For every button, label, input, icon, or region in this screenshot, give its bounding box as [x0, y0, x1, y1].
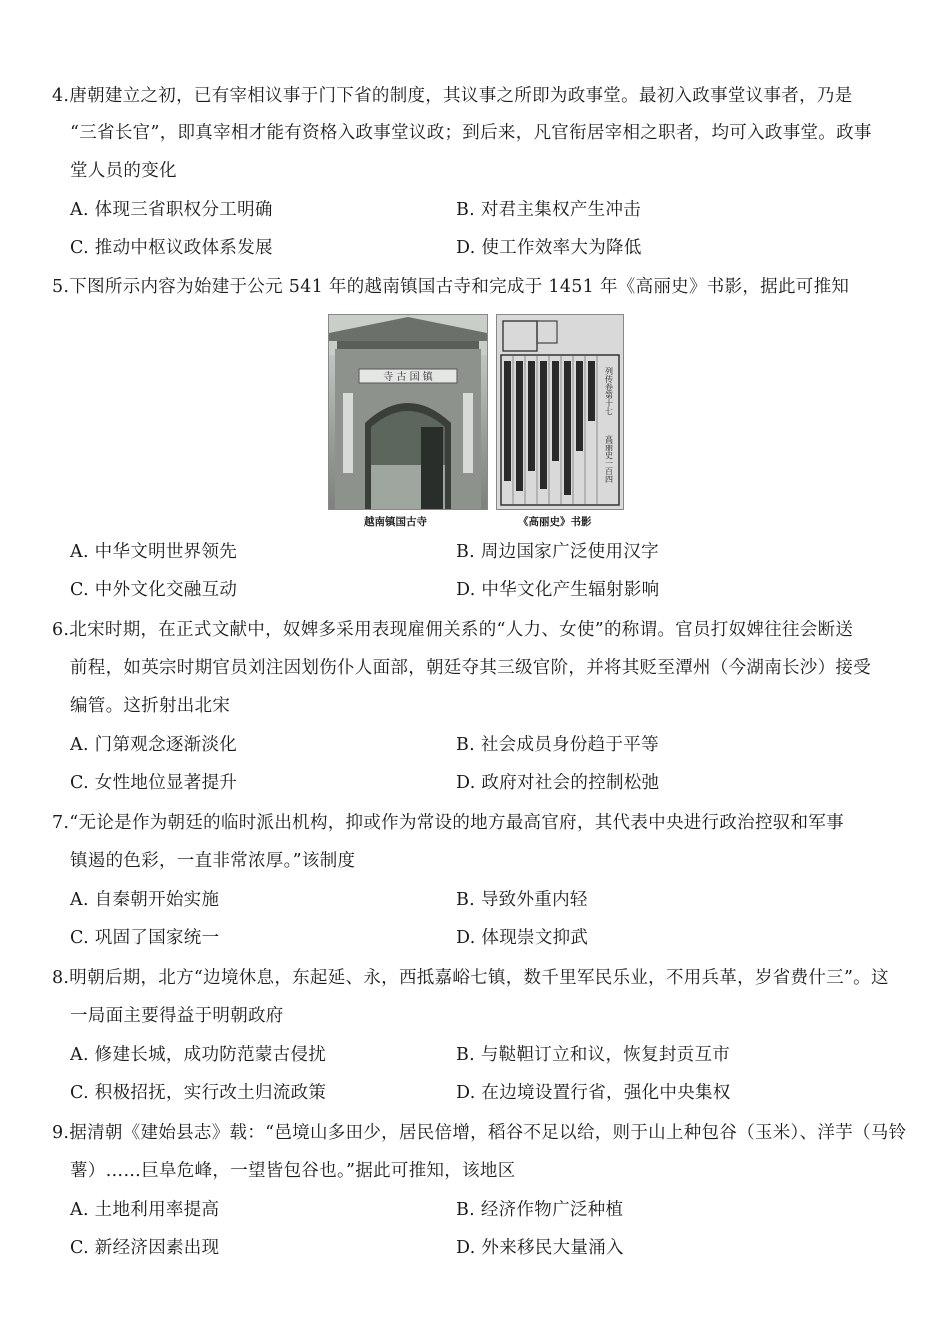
goryeosa-book-photo [496, 314, 624, 510]
book-subtitle-text: 高丽史一百四 [604, 435, 614, 483]
question-9-stem-line-1: 9.据清朝《建始县志》载：“邑境山多田少，居民倍增，稻谷不足以给，则于山上种包谷（玉米）、洋芋（马铃 [52, 1123, 907, 1143]
caption-book: 《高丽史》书影 [518, 516, 592, 528]
question-6-option-a: A. 门第观念逐渐淡化 [70, 735, 238, 755]
question-5-option-d: D. 中华文化产生辐射影响 [456, 580, 660, 600]
question-8-stem-line-2: 一局面主要得益于明朝政府 [70, 1006, 284, 1026]
question-5-option-c: C. 中外文化交融互动 [70, 580, 238, 600]
question-4-option-c: C. 推动中枢议政体系发展 [70, 238, 273, 258]
question-8-stem-line-1: 8.明朝后期，北方“边境休息，东起延、永，西抵嘉峪七镇，数千里军民乐业，不用兵革，岁省费什三”。这 [52, 968, 889, 988]
question-7-option-b: B. 导致外重内轻 [456, 890, 588, 910]
question-8-option-b: B. 与鞑靼订立和议，恢复封贡互市 [456, 1045, 731, 1065]
question-7-option-a: A. 自秦朝开始实施 [70, 890, 220, 910]
question-7-stem-line-2: 镇遏的色彩，一直非常浓厚。”该制度 [70, 851, 356, 871]
question-4-stem-line-3: 堂人员的变化 [70, 161, 177, 181]
question-4-stem-line-2: “三省长官”，即真宰相才能有资格入政事堂议政；到后来，凡官衔居宰相之职者，均可入政事堂。政事 [70, 123, 872, 143]
question-9-stem-line-2: 薯）……巨阜危峰，一望皆包谷也。”据此可推知，该地区 [70, 1161, 516, 1181]
question-5-option-b: B. 周边国家广泛使用汉字 [456, 542, 659, 562]
question-6-stem-line-2: 前程，如英宗时期官员刘注因划伤仆人面部，朝廷夺其三级官阶，并将其贬至潭州（今湖南长沙）接受 [70, 658, 871, 678]
temple-plaque-text: 寺 古 国 镇 [383, 372, 433, 383]
question-4-option-d: D. 使工作效率大为降低 [456, 238, 642, 258]
question-8-option-a: A. 修建长城，成功防范蒙古侵扰 [70, 1045, 327, 1065]
question-5-stem-line-1: 5.下图所示内容为始建于公元 541 年的越南镇国古寺和完成于 1451 年《高丽史》书影，据此可推知 [52, 277, 850, 297]
temple-gate-illustration [329, 315, 487, 509]
question-6-option-c: C. 女性地位显著提升 [70, 773, 238, 793]
question-7-stem-line-1: 7.“无论是作为朝廷的临时派出机构，抑或作为常设的地方最高官府，其代表中央进行政治控驭和军事 [52, 813, 844, 833]
book-title-text: 列传卷第十七 [604, 367, 614, 415]
question-5-figure [328, 314, 622, 532]
question-7-option-c: C. 巩固了国家统一 [70, 928, 220, 948]
question-4-option-b: B. 对君主集权产生冲击 [456, 200, 642, 220]
question-9-option-a: A. 土地利用率提高 [70, 1200, 220, 1220]
question-9-option-b: B. 经济作物广泛种植 [456, 1200, 624, 1220]
question-5-option-a: A. 中华文明世界领先 [70, 542, 238, 562]
question-6-option-b: B. 社会成员身份趋于平等 [456, 735, 659, 755]
question-7-option-d: D. 体现崇文抑武 [456, 928, 589, 948]
question-9-option-c: C. 新经济因素出现 [70, 1238, 220, 1258]
question-8-option-d: D. 在边境设置行省，强化中央集权 [456, 1083, 731, 1103]
question-8-option-c: C. 积极招抚，实行改土归流政策 [70, 1083, 327, 1103]
question-6-stem-line-1: 6.北宋时期，在正式文献中，奴婢多采用表现雇佣关系的“人力、女使”的称谓。官员打奴婢往往会断送 [52, 620, 854, 640]
question-4-stem-line-1: 4.唐朝建立之初，已有宰相议事于门下省的制度，其议事之所即为政事堂。最初入政事堂议事者，乃是 [52, 86, 853, 106]
caption-temple: 越南镇国古寺 [364, 516, 427, 528]
question-6-stem-line-3: 编管。这折射出北宋 [70, 696, 231, 716]
question-9-option-d: D. 外来移民大量涌入 [456, 1238, 624, 1258]
question-6-option-d: D. 政府对社会的控制松弛 [456, 773, 660, 793]
question-4-option-a: A. 体现三省职权分工明确 [70, 200, 273, 220]
temple-gate-photo [328, 314, 488, 510]
book-page-illustration [497, 315, 623, 509]
